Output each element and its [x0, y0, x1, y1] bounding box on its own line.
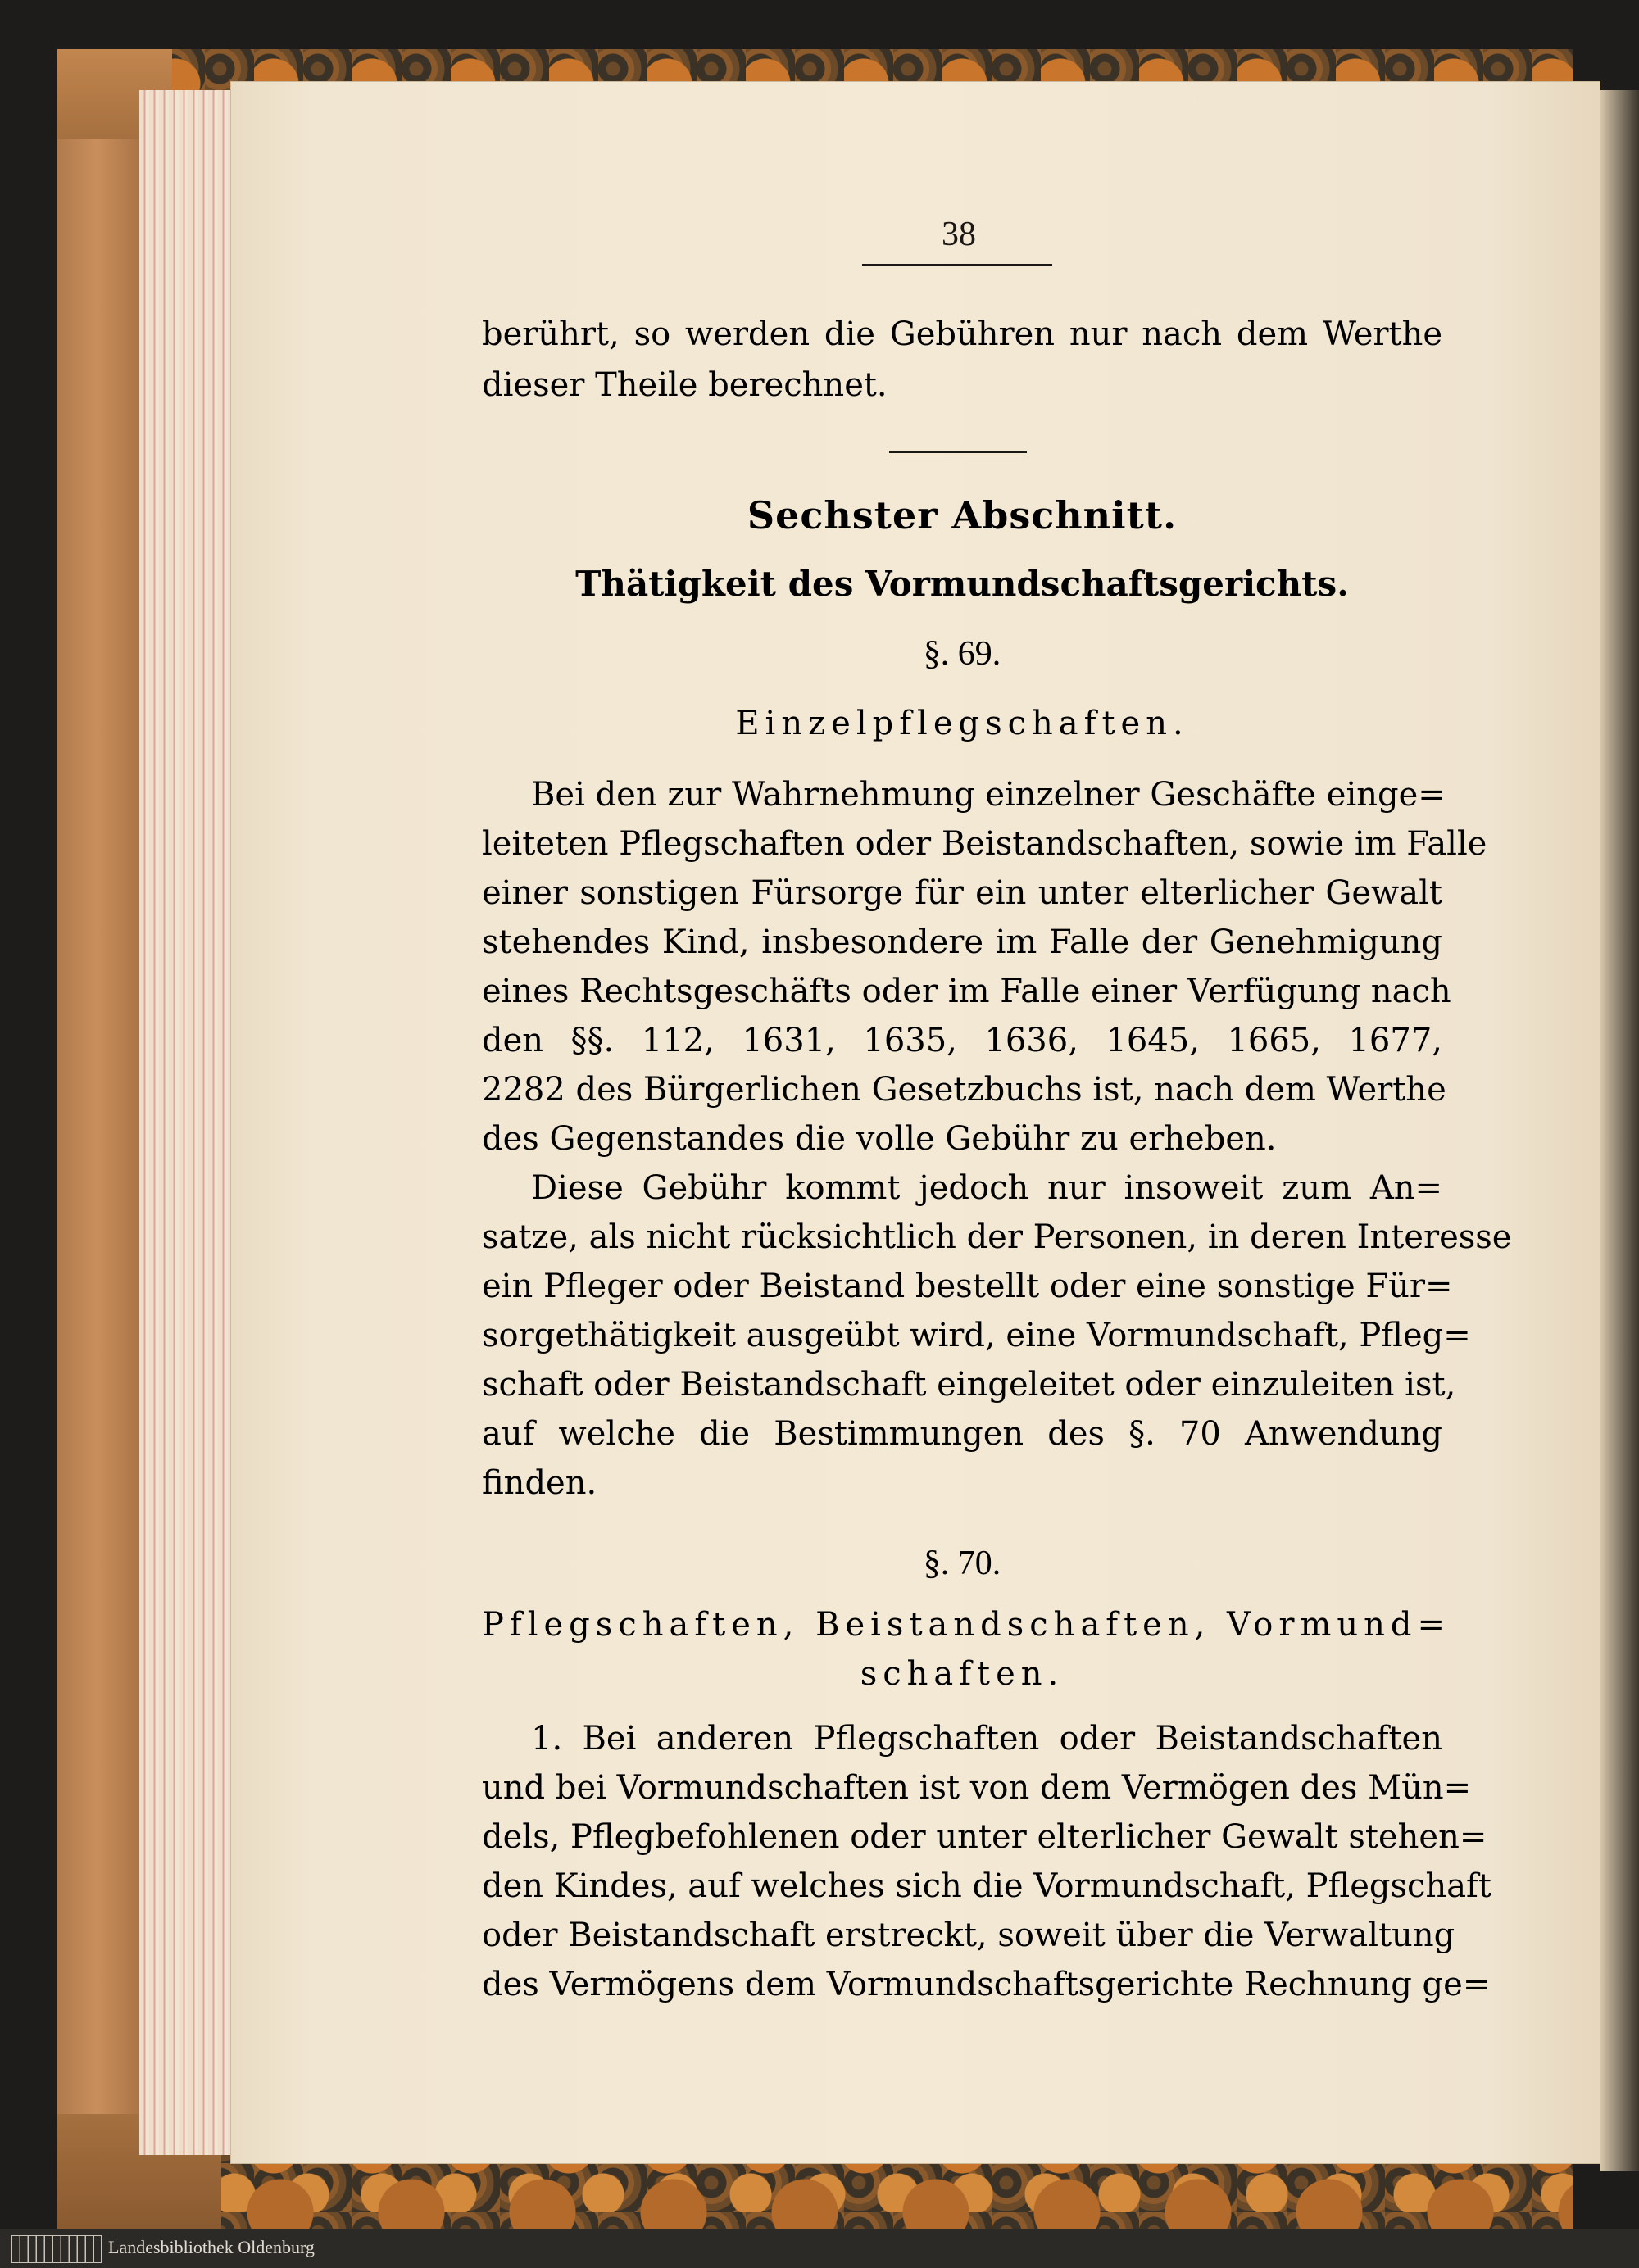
text-line: den §§. 112, 1631, 1635, 1636, 1645, 1665, 1677,	[482, 1022, 1442, 1059]
text-line: einer sonstigen Fürsorge für ein unter elterlicher Gewalt	[482, 874, 1442, 912]
text-line: Bei den zur Wahrnehmung einzelner Geschäfte einge=	[531, 776, 1446, 814]
text-line: des Gegenstandes die volle Gebühr zu erheben.	[482, 1120, 1277, 1158]
text-line: finden.	[482, 1464, 597, 1502]
text-line: berührt, so werden die Gebühren nur nach dem Werthe	[482, 315, 1442, 353]
paragraph-symbol-69: §. 69.	[923, 635, 1001, 673]
text-line: 2282 des Bürgerlichen Gesetzbuchs ist, nach dem Werthe	[482, 1071, 1446, 1109]
paragraph-title-69: Einzelpflegschaften.	[735, 705, 1189, 742]
library-name: Landesbibliothek Oldenburg	[108, 2237, 315, 2257]
text-line: sorgethätigkeit ausgeübt wird, eine Vormundschaft, Pfleg=	[482, 1317, 1471, 1354]
section-subtitle: Thätigkeit des Vormundschaftsgerichts.	[575, 564, 1349, 604]
page-edges	[139, 90, 238, 2155]
text-line: oder Beistandschaft erstreckt, soweit über die Verwaltung	[482, 1916, 1455, 1954]
text-line: dieser Theile berechnet.	[482, 366, 888, 404]
text-line: schaft oder Beistandschaft eingeleitet oder einzuleiten ist,	[482, 1366, 1456, 1404]
text-line: und bei Vormundschaften ist von dem Vermögen des Mün=	[482, 1769, 1472, 1807]
text-line: auf welche die Bestimmungen des §. 70 Anwendung	[482, 1415, 1442, 1453]
section-divider	[889, 451, 1027, 453]
text-line: eines Rechtsgeschäfts oder im Falle einer Verfügung nach	[482, 973, 1451, 1010]
library-logo-icon	[11, 2235, 102, 2263]
text-line: dels, Pflegbefohlenen oder unter elterlicher Gewalt stehen=	[482, 1818, 1487, 1856]
text-line: satze, als nicht rücksichtlich der Personen, in deren Interesse	[482, 1218, 1512, 1256]
text-line: 1. Bei anderen Pflegschaften oder Beistandschaften	[531, 1720, 1442, 1758]
text-line: Diese Gebühr kommt jedoch nur insoweit zum An=	[531, 1169, 1442, 1207]
paragraph-title-70-line1: Pflegschaften, Beistandschaften, Vormund=	[482, 1606, 1451, 1644]
text-line: des Vermögens dem Vormundschaftsgerichte Rechnung ge=	[482, 1966, 1491, 2003]
text-line: stehendes Kind, insbesondere im Falle der Genehmigung	[482, 923, 1442, 961]
page-number-rule	[862, 264, 1052, 266]
section-title: Sechster Abschnitt.	[747, 493, 1178, 538]
footer-bar	[0, 2229, 1639, 2268]
text-line: leiteten Pflegschaften oder Beistandschaften, sowie im Falle	[482, 825, 1487, 863]
paragraph-title-70-line2: schaften.	[860, 1655, 1065, 1693]
text-line: ein Pfleger oder Beistand bestellt oder eine sonstige Für=	[482, 1268, 1453, 1305]
text-line: den Kindes, auf welches sich die Vormundschaft, Pflegschaft	[482, 1867, 1491, 1905]
page-number: 38	[942, 215, 976, 253]
page-right-shadow	[1600, 90, 1639, 2171]
paragraph-symbol-70: §. 70.	[923, 1545, 1001, 1582]
